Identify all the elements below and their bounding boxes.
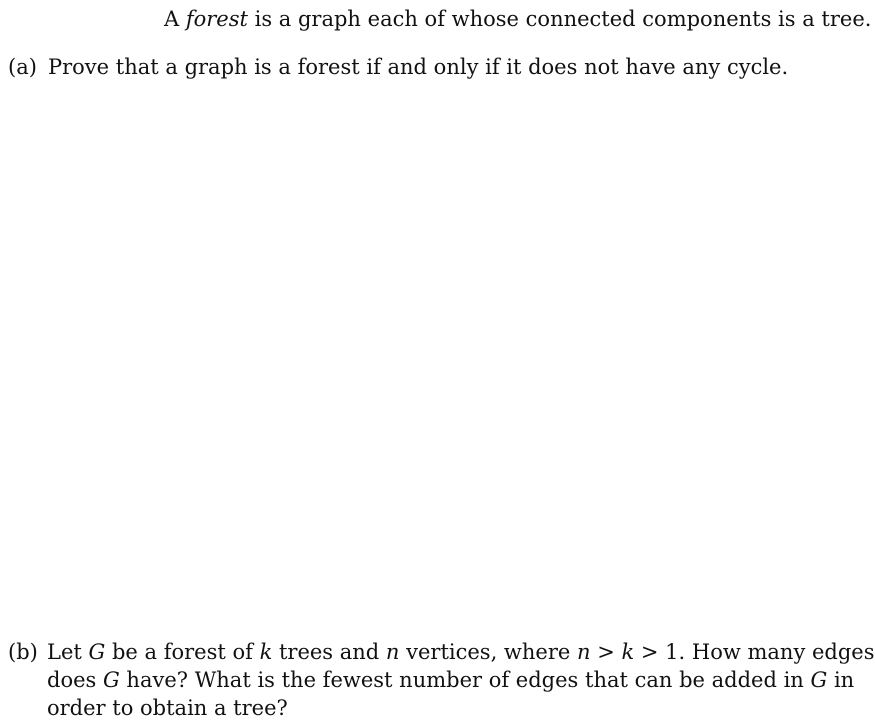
question-a-text: Prove that a graph is a forest if and only if it does not have any cycle. [48,55,789,79]
term-forest: forest [185,7,248,31]
question-b-label: (b) [8,640,38,664]
question-a [8,53,788,81]
question-b-line-1: (b) Let G be a forest of k trees and n vertices, where n > k > 1. How many edges [8,640,875,664]
question-a-label: (a) [8,55,37,79]
question-b-line-3: order to obtain a tree? [47,696,288,720]
definition-line: A forest is a graph each of whose connected components is a tree. [164,7,872,31]
answer-space-a [0,90,849,630]
question-b-line-2: does G have? What is the fewest number of edges that can be added in G in [47,668,855,692]
